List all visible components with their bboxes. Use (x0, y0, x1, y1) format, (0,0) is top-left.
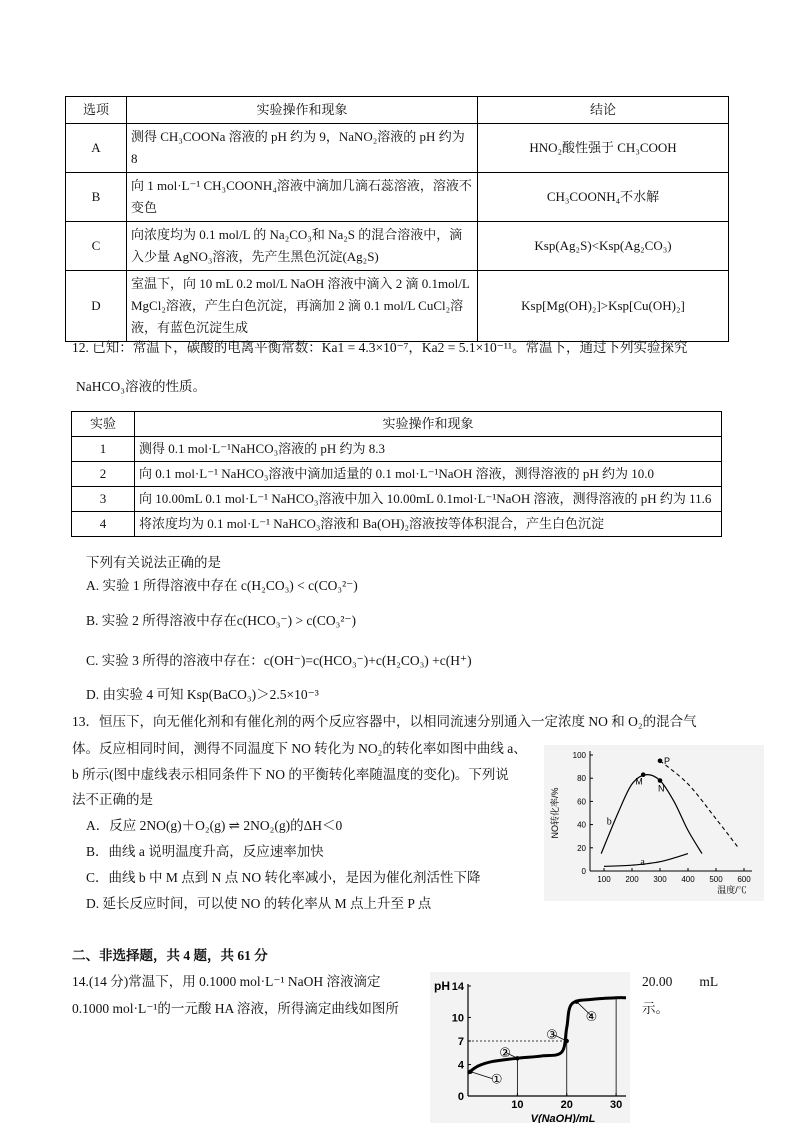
label-a: a (640, 857, 645, 869)
q13-stem: 13．恒压下，向无催化剂和有催化剂的两个反应容器中，以相同流速分别通入一定浓度 NO 和 O₂的混合气 (72, 714, 697, 729)
table-cell: A (66, 124, 127, 173)
q14-stem-right: 20.00 mL (642, 974, 719, 989)
q12-option-c: C. 实验 3 所得的溶液中存在：c(OH⁻)=c(HCO₃⁻)+c(H₂CO₃) +c(H⁺) (86, 653, 472, 668)
q12-stem: 12. 已知：常温下，碳酸的电离平衡常数：Ka1 = 4.3×10⁻⁷，Ka2 = 5.1×10⁻¹¹。常温下，通过下列实验探究 (72, 340, 688, 355)
y-tick-label: 0 (581, 867, 586, 876)
table-cell: HNO₂酸性强于 CH₃COOH (478, 124, 729, 173)
q13-stem-cont: 法不正确的是 (72, 792, 153, 807)
label-n: N (658, 783, 665, 794)
y-tick-label: 60 (577, 797, 586, 807)
titration-plot (430, 972, 630, 1123)
table-cell: 测得 0.1 mol·L⁻¹NaHCO₃溶液的 pH 约为 8.3 (135, 437, 722, 462)
table-cell: D (66, 271, 127, 342)
y-axis-label: NO转化率/% (550, 787, 560, 839)
equilibrium-dashed-line (660, 761, 738, 848)
table-cell: CH₃COONH₄不水解 (478, 173, 729, 222)
table-cell: 2 (72, 462, 135, 487)
q13-option-c: C．曲线 b 中 M 点到 N 点 NO 转化率减小，是因为催化剂活性下降 (86, 870, 481, 885)
table-header: 实验操作和现象 (127, 97, 478, 124)
table-cell: 向 0.1 mol·L⁻¹ NaHCO₃溶液中滴加适量的 0.1 mol·L⁻¹NaOH 溶液，测得溶液的 pH 约为 10.0 (135, 462, 722, 487)
series-a-line (604, 854, 688, 867)
y-tick-label: 0 (457, 1091, 464, 1103)
x-tick-label: 300 (653, 875, 667, 884)
table-cell: 1 (72, 437, 135, 462)
label-p: P (664, 755, 671, 766)
q13-stem-cont: 体。反应相同时间，测得不同温度下 NO 转化为 NO₂的转化率如图中曲线 a、 (72, 741, 527, 756)
point-label: ③ (546, 1027, 558, 1043)
table-header: 选项 (66, 97, 127, 124)
point-label: ① (490, 1072, 503, 1088)
y-tick-label: 80 (577, 774, 586, 784)
table-cell: 向 10.00mL 0.1 mol·L⁻¹ NaHCO₃溶液中加入 10.00mL 0.1mol·L⁻¹NaOH 溶液，测得溶液的 pH 约为 11.6 (135, 487, 722, 512)
no-conversion-chart (544, 745, 764, 901)
q13-option-b: B．曲线 a 说明温度升高，反应速率加快 (86, 844, 324, 859)
y-tick-label: 40 (577, 820, 586, 830)
x-tick-label: 100 (597, 875, 611, 884)
x-tick-label: 20 (560, 1099, 573, 1111)
q12-option-d: D. 由实验 4 可知 Ksp(BaCO₃)＞2.5×10⁻³ (86, 687, 319, 702)
q14-stem-cont: 0.1000 mol·L⁻¹的一元酸 HA 溶液，所得滴定曲线如图所 (72, 1001, 399, 1016)
point-label: ② (499, 1046, 511, 1061)
table-cell: Ksp(Ag₂S)<Ksp(Ag₂CO₃) (478, 222, 729, 271)
q13-option-a: A．反应 2NO(g)＋O₂(g) ⇌ 2NO₂(g)的ΔH＜0 (86, 818, 343, 833)
table-cell: 向 1 mol·L⁻¹ CH₃COONH₄溶液中滴加几滴石蕊溶液，溶液不变色 (127, 173, 478, 222)
experiment-table (71, 411, 722, 537)
table-header: 实验 (72, 412, 135, 437)
q12-stem-cont: NaHCO₃溶液的性质。 (76, 379, 206, 394)
x-tick-label: 500 (709, 875, 723, 884)
y-tick-label: 4 (457, 1059, 464, 1072)
q14-stem: 14.(14 分)常温下，用 0.1000 mol·L⁻¹ NaOH 溶液滴定 (72, 974, 381, 989)
table-cell: 室温下，向 10 mL 0.2 mol/L NaOH 溶液中滴入 2 滴 0.1mol/L MgCl₂溶液，产生白色沉淀，再滴加 2 滴 0.1 mol/L CuCl₂溶液，有蓝色沉淀生成 (127, 271, 478, 342)
x-axis-label: 温度/℃ (717, 885, 747, 895)
y-tick-label: 10 (451, 1012, 464, 1025)
x-tick-label: 10 (511, 1099, 524, 1111)
section-heading: 二、非选择题，共 4 题，共 61 分 (72, 948, 268, 963)
table-header: 结论 (478, 97, 729, 124)
conclusion-table (65, 96, 729, 342)
y-tick-label: 14 (451, 981, 464, 993)
point-p (658, 759, 663, 764)
x-tick-label: 200 (625, 875, 639, 884)
curve-point (468, 1069, 472, 1073)
y-tick-label: 100 (572, 751, 586, 760)
table-cell: 测得 CH₃COONa 溶液的 pH 约为 9，NaNO₂溶液的 pH 约为 8 (127, 124, 478, 173)
x-tick-label: 30 (610, 1099, 623, 1111)
table-cell: C (66, 222, 127, 271)
q13-option-d: D. 延长反应时间，可以使 NO 的转化率从 M 点上升至 P 点 (86, 896, 432, 911)
q12-option-b: B. 实验 2 所得溶液中存在c(HCO₃⁻) > c(CO₃²⁻) (86, 613, 357, 628)
curve-point (515, 1056, 519, 1060)
table-cell: 向浓度均为 0.1 mol/L 的 Na₂CO₃和 Na₂S 的混合溶液中，滴入少量 AgNO₃溶液，先产生黑色沉淀(Ag₂S) (127, 222, 478, 271)
table-cell: 将浓度均为 0.1 mol·L⁻¹ NaHCO₃溶液和 Ba(OH)₂溶液按等体积混合，产生白色沉淀 (135, 512, 722, 537)
x-tick-label: 600 (737, 875, 751, 884)
x-axis-label: V(NaOH)/mL (530, 1113, 596, 1123)
y-tick-label: 7 (457, 1036, 464, 1048)
table-cell: 4 (72, 512, 135, 537)
y-axis-label: pH (434, 979, 450, 993)
no-conversion-plot (544, 745, 764, 901)
point-leader (470, 1072, 492, 1079)
titration-chart (430, 972, 630, 1123)
table-cell: B (66, 173, 127, 222)
series-b-line (601, 775, 702, 854)
label-b: b (606, 816, 612, 828)
point-n (658, 778, 663, 783)
q12-option-a: A. 实验 1 所得溶液中存在 c(H₂CO₃) < c(CO₃²⁻) (86, 578, 358, 593)
table-cell: Ksp[Mg(OH)₂]>Ksp[Cu(OH)₂] (478, 271, 729, 342)
curve-point (574, 1000, 578, 1004)
q14-stem-right-cont: 示。 (642, 1001, 669, 1016)
y-tick-label: 20 (577, 843, 586, 853)
q13-stem-cont: b 所示(图中虚线表示相同条件下 NO 的平衡转化率随温度的变化)。下列说 (72, 767, 509, 782)
q12-prompt: 下列有关说法正确的是 (86, 555, 221, 570)
label-m: M (635, 776, 643, 787)
x-tick-label: 400 (681, 875, 695, 884)
table-cell: 3 (72, 487, 135, 512)
table-header: 实验操作和现象 (135, 412, 722, 437)
point-label: ④ (585, 1009, 598, 1025)
curve-point (565, 1039, 569, 1043)
